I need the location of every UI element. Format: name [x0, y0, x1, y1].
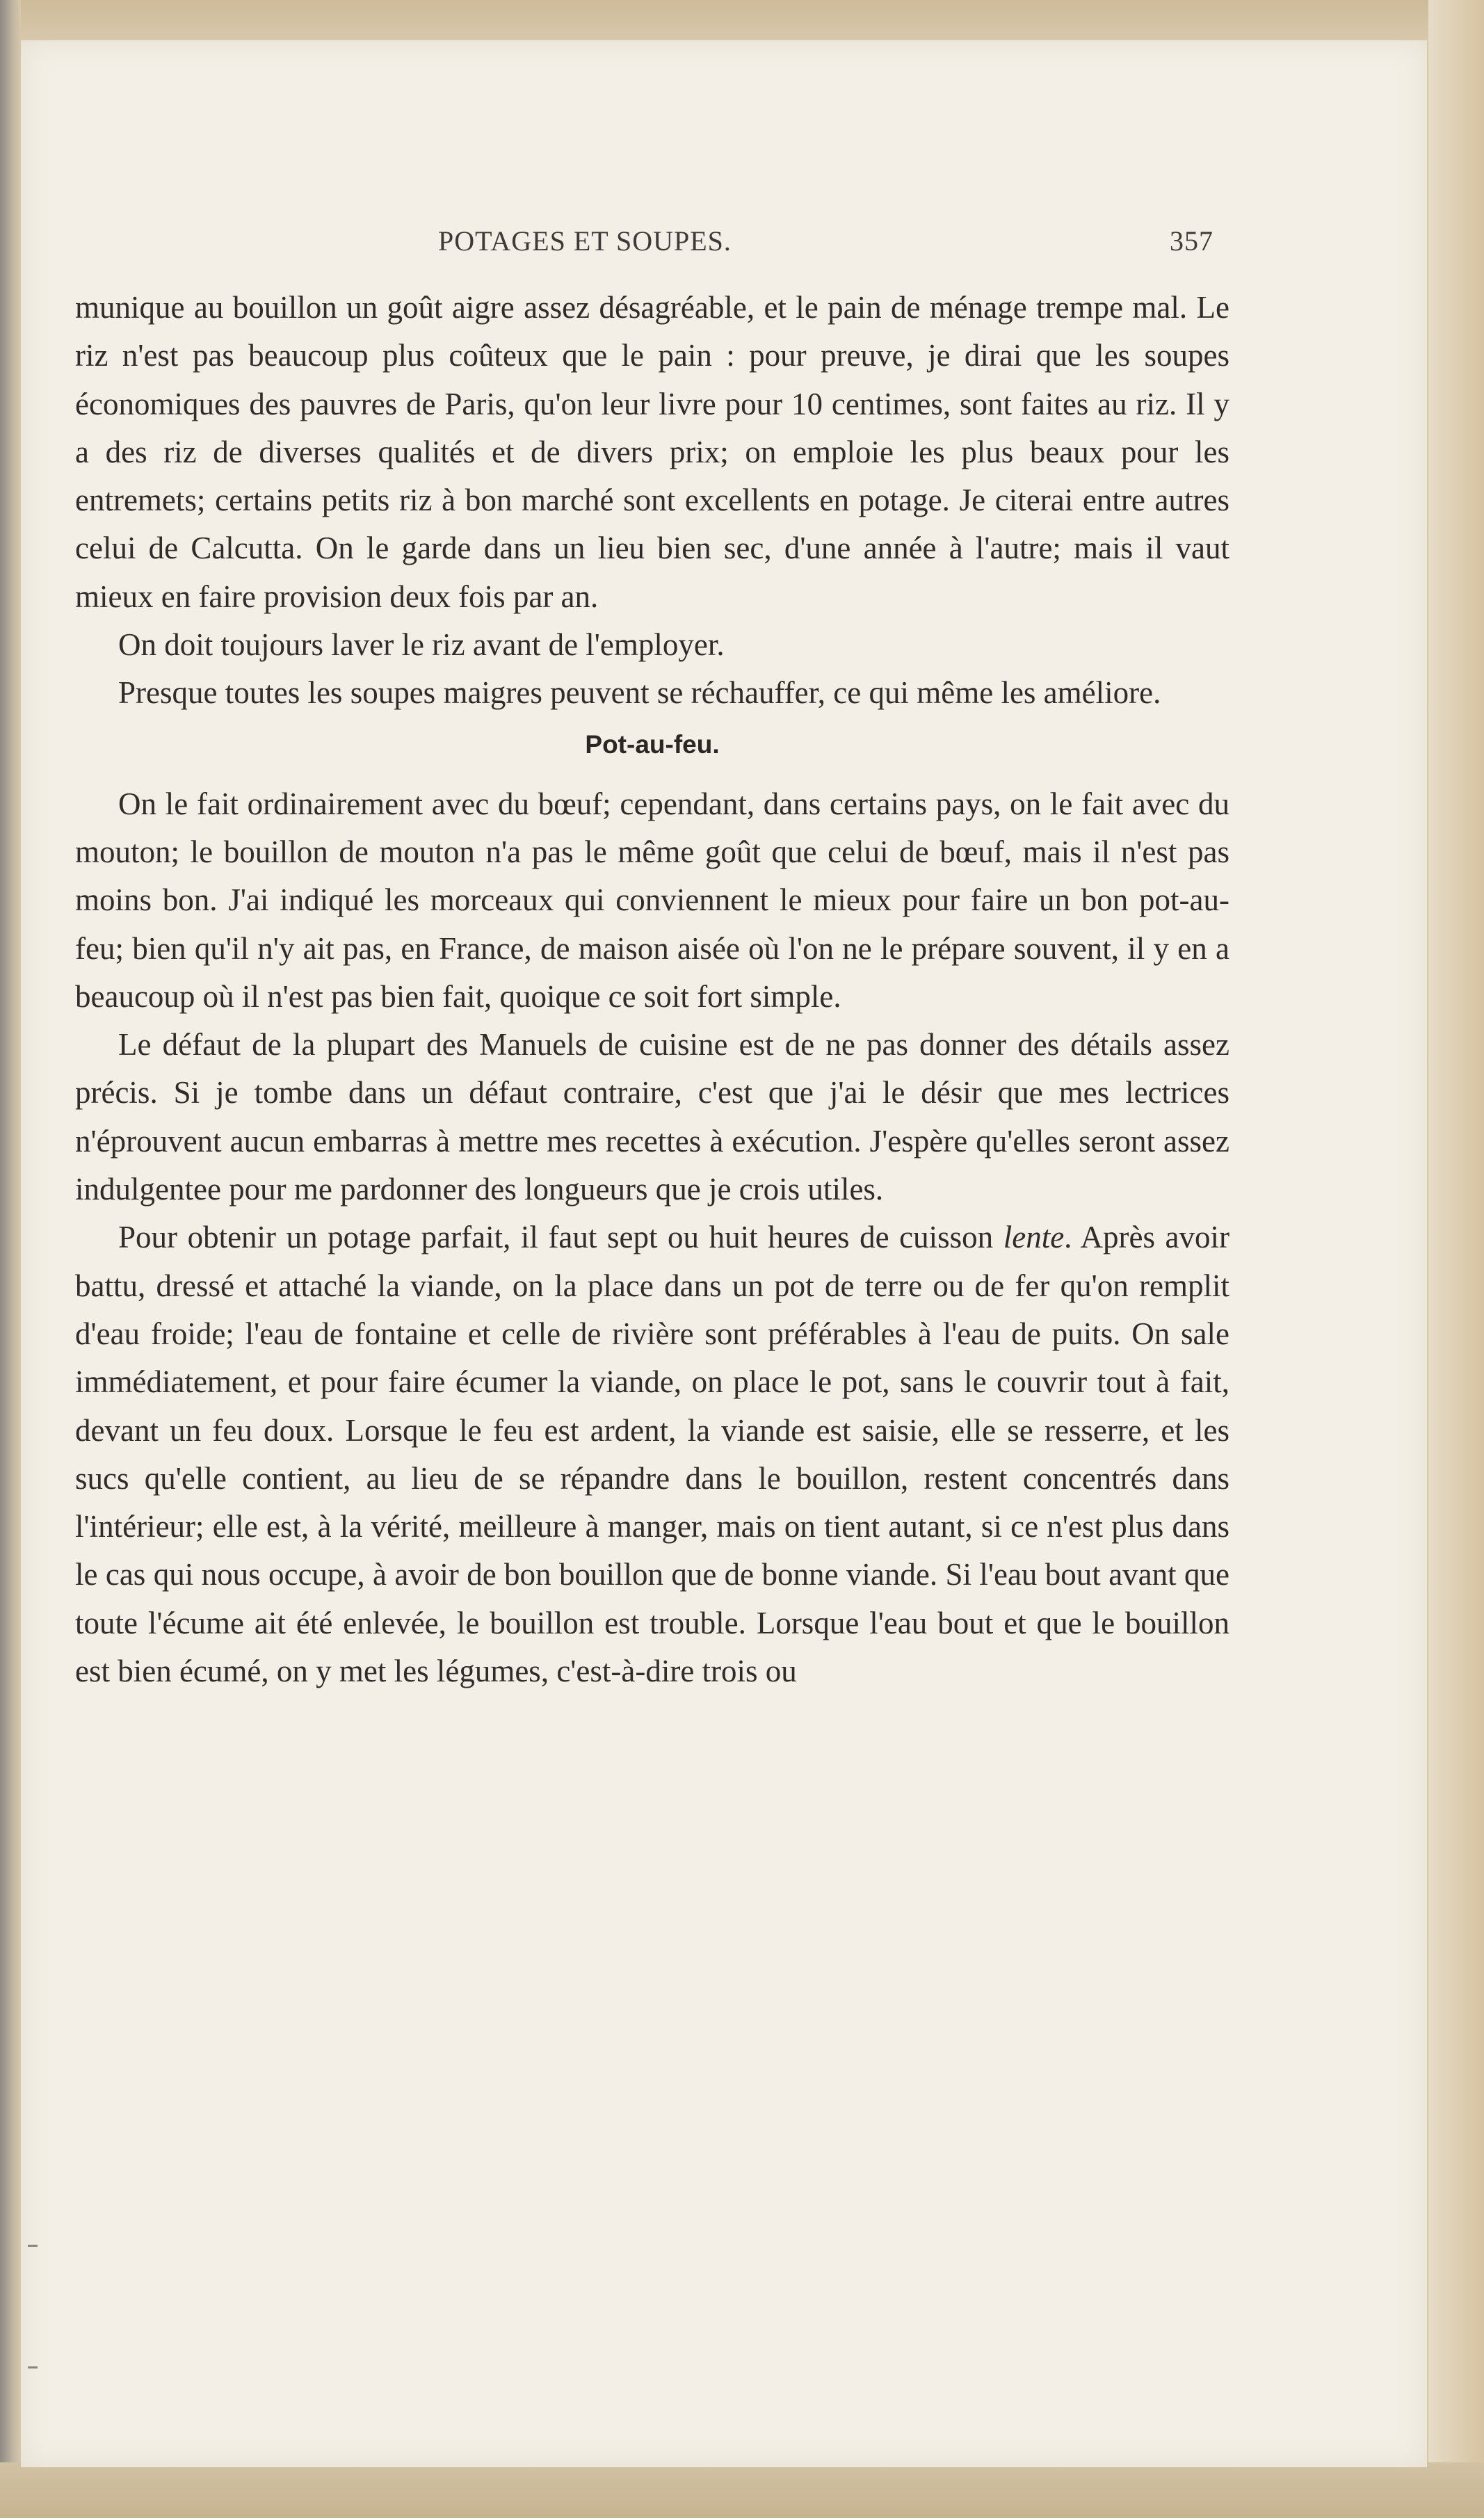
scan-border-bottom [0, 2462, 1484, 2518]
paragraph: Le défaut de la plupart des Manuels de cuisine est de ne pas donner des détails assez précis. Si je tombe dans un défaut contraire, c'est que j'ai le désir que mes lectrices n'éprouvent aucun embarras à mettre mes recettes à exécution. J'espère qu'elles seront assez indulgentee pour me pardonner des longueurs que je crois utiles. [75, 1027, 1229, 1207]
running-title: POTAGES ET SOUPES. [438, 225, 732, 257]
running-head [21, 225, 1427, 266]
paragraph: On doit toujours laver le riz avant de l'employer. [118, 627, 725, 663]
scan-border-right [1428, 0, 1484, 2518]
page-number: 357 [1170, 225, 1213, 257]
text-run: . Après avoir battu, dressé et attaché la viande, on la place dans un pot de terre ou de fer qu'on remplit d'eau froide; l'eau de fontaine et celle de rivière sont préférables à l'eau de puits. On sale immédiatement, et pour faire écumer la viande, on place le pot, sans le couvrir tout à fait, devant un feu doux. Lorsque le feu est ardent, la viande est saisie, elle se resserre, et les sucs qu'elle contient, au lieu de se répandre dans le bouillon, restent concentrés dans l'intérieur; elle est, à la vérité, meilleure à manger, mais on tient autant, si ce n'est plus dans le cas qui nous occupe, à avoir de bon bouillon que de bonne viande. Si l'eau bout avant que toute l'écume ait été enlevée, le bouillon est trouble. Lorsque l'eau bout et que le bouillon est bien écumé, on y met les légumes, c'est-à-dire trois ou [75, 1220, 1229, 1689]
paragraph: Presque toutes les soupes maigres peuvent se réchauffer, ce qui même les améliore. [118, 675, 1161, 711]
text-run: Pour obtenir un potage parfait, il faut sept ou huit heures de cuisson [118, 1220, 1003, 1255]
paragraph: On le fait ordinairement avec du bœuf; cependant, dans certains pays, on le fait avec du mouton; le bouillon de mouton n'a pas le même goût que celui de bœuf, mais il n'est pas moins bon. J'ai indiqué les morceaux qui conviennent le mieux pour faire un bon pot-au-feu; bien qu'il n'y ait pas, en France, de maison aisée où l'on ne le prépare souvent, il y en a beaucoup où il n'est pas bien fait, quoique ce soit fort simple. [75, 786, 1229, 1014]
scan-border-top [0, 0, 1484, 43]
book-page [21, 40, 1427, 2467]
emphasized-word: lente [1003, 1220, 1065, 1255]
margin-mark [28, 2366, 38, 2368]
body-text [75, 284, 1229, 1695]
margin-mark [28, 2245, 38, 2247]
scan-border-left [0, 0, 21, 2518]
section-heading: Pot-au-feu. [585, 729, 720, 759]
paragraph [75, 1213, 1229, 1695]
paragraph-continued: munique au bouillon un goût aigre assez désagréable, et le pain de ménage trempe mal. Le riz n'est pas beaucoup plus coûteux que le pain : pour preuve, je dirai que les soupes économiques des pauvres de Paris, qu'on leur livre pour 10 centimes, sont faites au riz. Il y a des riz de diverses qualités et de divers prix; on emploie les plus beaux pour les entremets; certains petits riz à bon marché sont excellents en potage. Je citerai entre autres celui de Calcutta. On le garde dans un lieu bien sec, d'une année à l'autre; mais il vaut mieux en faire provision deux fois par an. [75, 290, 1229, 614]
